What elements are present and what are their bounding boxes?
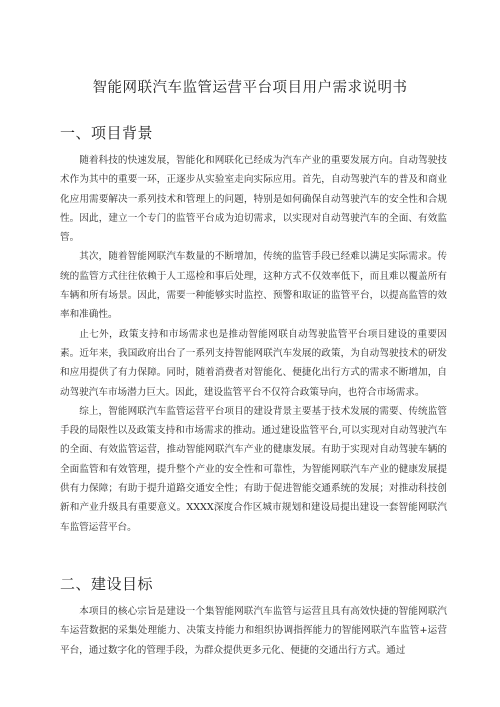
section-heading-goals: 二、建设目标: [60, 575, 154, 593]
section-body-background: [60, 151, 447, 537]
section-body-goals: [60, 602, 447, 660]
paragraph: 随着科技的快速发展，智能化和网联化已经成为汽车产业的重要发展方向。自动驾驶技术作为其中的重要一环，正逐步从实验室走向实际应用。首先，自动驾驶汽车的普及和商业化应用需要解决一系列技术和管理上的问题，特别是如何确保自动驾驶汽车的安全性和合规性。因此，建立一个专门的监管平台成为迫切需求，以实现对自动驾驶汽车的全面、有效监管。: [60, 155, 447, 244]
document-title: 智能网联汽车监管运营平台项目用户需求说明书: [92, 80, 408, 96]
paragraph: 其次，随着智能网联汽车数量的不断增加，传统的监管手段已经难以满足实际需求。传统的监管方式往往依赖于人工巡检和事后处理，这种方式不仅效率低下，而且难以覆盖所有车辆和所有场景。因此，需要一种能够实时监控、预警和取证的监管平台，以提高监管的效率和准确性。: [60, 251, 447, 321]
paragraph: 综上，智能网联汽车监管运营平台项目的建设背景主要基于技术发展的需要、传统监管手段的局限性以及政策支持和市场需求的推动。通过建设监管平台,可以实现对自动驾驶汽车的全面、有效监管运营，推动智能网联汽车产业的健康发展。有助于实现对自动驾驶车辆的全面监管和有效管理，提升整个产业的安全性和可靠性，为智能网联汽车产业的健康发展提供有力保障；有助于提升道路交通安全性；有助于促进智能交通系统的发展；对推动科技创新和产业升级具有重要意义。XXXX深度合作区城市规划和建设局提出建设一套智能网联汽车监管运营平台。: [60, 405, 447, 533]
paragraph: 止七外，政策支持和市场需求也是推动智能网联自动驾驶监管平台项目建设的重要因素。近年来，我国政府出台了一系列支持智能网联汽车发展的政策，为自动驾驶技术的研发和应用提供了有力保障。同时，随着消费者对智能化、便捷化出行方式的需求不断增加，自动驾驶汽车市场潜力巨大。因此，建设监管平台不仅符合政策导向，也符合市场需求。: [60, 328, 447, 398]
paragraph: 本项目的核心宗旨是建设一个集智能网联汽车监管与运营且具有高效快捷的智能网联汽车运营数据的采集处理能力、决策支持能力和组织协调指挥能力的智能网联汽车监管+运营平台，通过数字化的管理手段，为群众提供更多元化、便捷的交通出行方式。通过: [60, 606, 447, 656]
section-heading-background: 一、项目背景: [60, 124, 154, 142]
